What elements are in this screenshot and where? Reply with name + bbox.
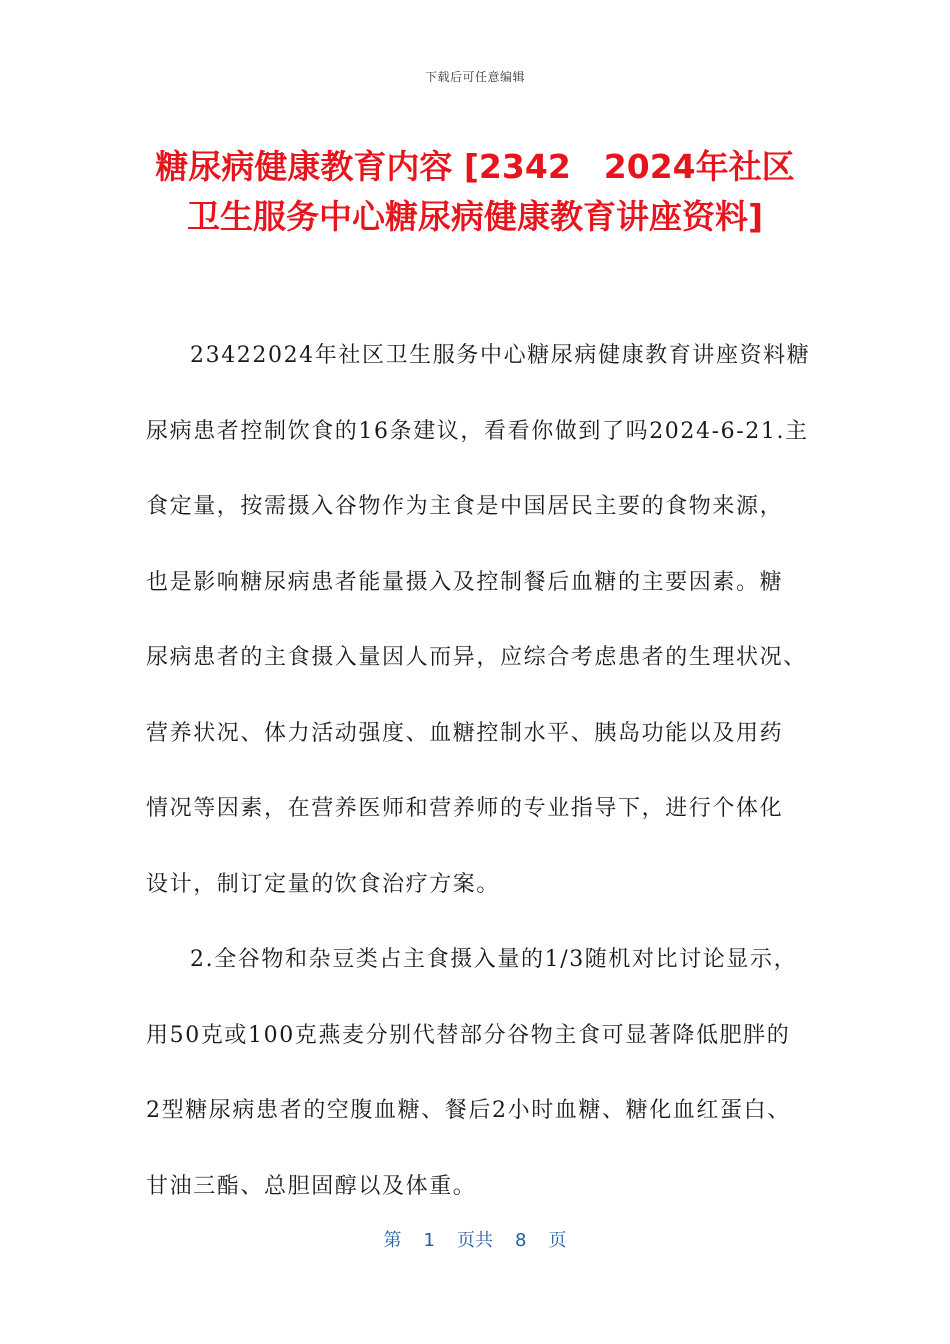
body-line: 食定量，按需摄入谷物作为主食是中国居民主要的食物来源， xyxy=(146,494,784,519)
document-title xyxy=(100,142,850,242)
body-line: 甘油三酯、总胆固醇以及体重。 xyxy=(146,1173,477,1199)
body-line: 设计，制订定量的饮食治疗方案。 xyxy=(146,871,501,897)
document-body xyxy=(146,318,811,1224)
body-line: 也是影响糖尿病患者能量摄入及控制餐后血糖的主要因素。糖 xyxy=(146,569,784,595)
footer-total-pages: 8 xyxy=(515,1230,527,1251)
footer-prefix: 第 xyxy=(383,1230,402,1251)
title-line-1: 糖尿病健康教育内容 [2342 2024年社区 xyxy=(155,147,795,186)
page-footer xyxy=(0,1226,950,1252)
body-line: 2型糖尿病患者的空腹血糖、餐后2小时血糖、糖化血红蛋白、 xyxy=(146,1098,791,1123)
body-line: 情况等因素，在营养医师和营养师的专业指导下，进行个体化 xyxy=(146,796,784,821)
footer-middle: 页共 xyxy=(457,1230,493,1251)
footer-suffix: 页 xyxy=(548,1230,567,1251)
header-note: 下载后可任意编辑 xyxy=(424,70,525,84)
body-line: 用50克或100克燕麦分别代替部分谷物主食可显著降低肥胖的 xyxy=(146,1022,791,1048)
footer-current-page: 1 xyxy=(423,1230,435,1251)
body-line: 23422024年社区卫生服务中心糖尿病健康教育讲座资料糖 xyxy=(190,343,811,368)
body-line: 2.全谷物和杂豆类占主食摄入量的1/3随机对比讨论显示， xyxy=(190,947,798,972)
title-line-2: 卫生服务中心糖尿病健康教育讲座资料] xyxy=(186,197,764,236)
body-line: 尿病患者的主食摄入量因人而异，应综合考虑患者的生理状况、 xyxy=(146,645,807,670)
body-line: 尿病患者控制饮食的16条建议，看看你做到了吗2024-6-21.主 xyxy=(146,418,809,444)
body-line: 营养状况、体力活动强度、血糖控制水平、胰岛功能以及用药 xyxy=(146,720,784,746)
